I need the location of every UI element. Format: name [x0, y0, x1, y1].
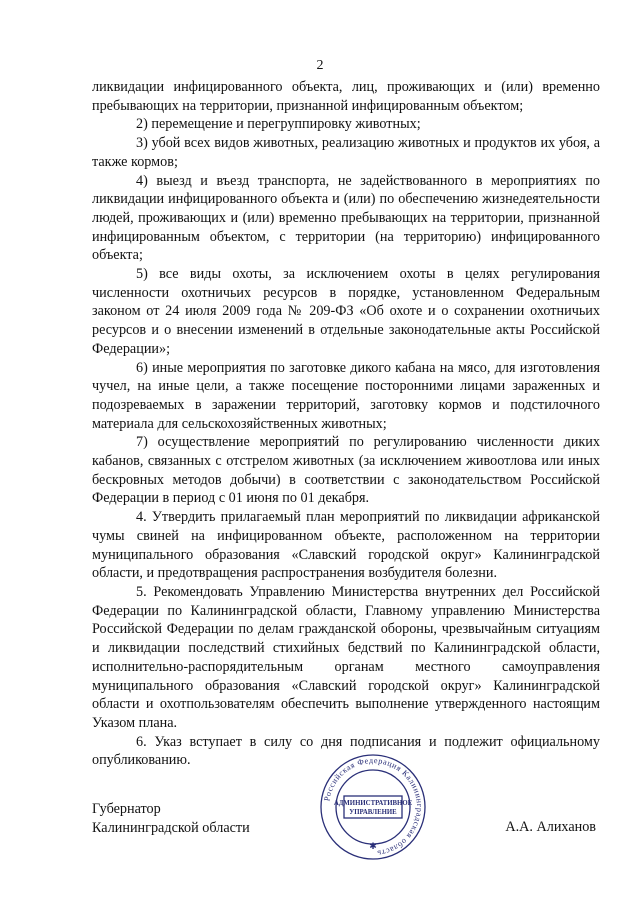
- document-paragraph: 2) перемещение и перегруппировку животных;: [136, 116, 421, 133]
- document-paragraph: 4) выезд и въезд транспорта, не задействованного в мероприятиях по ликвидации инфицированного объекта и (или) по обеспечению жизнедеятельности людей, проживающих и (или) временно пребывающих на территории, признанной инфицированным объектом, с территории (на территорию) инфицированного объекта;: [92, 172, 600, 264]
- signatory-name: А.А. Алиханов: [505, 819, 596, 835]
- document-paragraph: 7) осуществление мероприятий по регулированию численности диких кабанов, связанных с отстрелом животных (за исключением живоотлова или иных бескровных методов добычи) в соответствии с законодательством Российской Федерации в период с 01 июня по 01 декабря.: [92, 434, 600, 507]
- document-paragraph: 4. Утвердить прилагаемый план мероприятий по ликвидации африканской чумы свиней на инфицированном объекте, расположенном на территории муниципального образования «Славский городской округ» Калининградской области, и предотвращения распространения возбудителя болезни.: [92, 509, 600, 582]
- stamp-star-icon: ✱: [369, 842, 377, 852]
- signatory-title: Губернатор: [92, 801, 161, 817]
- page-number: 2: [316, 58, 324, 73]
- signatory-position: [92, 800, 250, 837]
- document-paragraph: 6) иные мероприятия по заготовке дикого кабана на мясо, для изготовления чучел, на иные цели, а также посещение посторонними лицами зараженных и подозреваемых в заражении территорий, заготовку кормов и подстилочного материала для сельскохозяйственных животных;: [92, 359, 600, 432]
- document-paragraph: 3) убой всех видов животных, реализацию животных и продуктов их убоя, а также кормов;: [92, 135, 600, 170]
- official-seal-stamp: [318, 752, 428, 862]
- document-body: [92, 78, 600, 770]
- signatory-region: Калининградской области: [92, 819, 250, 836]
- document-paragraph: 5) все виды охоты, за исключением охоты в целях регулирования численности охотничьих ресурсов в порядке, установленном Федеральным законом от 24 июля 2009 года № 209-ФЗ «Об охоте и о сохранении охотничьих ресурсов и о внесении изменений в отдельные законодательные акты Российской Федерации»;: [92, 266, 600, 357]
- document-paragraph: 5. Рекомендовать Управлению Министерства внутренних дел Российской Федерации по Калининградской области, Главному управлению Министерства Российской Федерации по делам гражданской обороны, чрезвычайным ситуациям и ликвидации последствий стихийных бедствий по Калининградской области, исполнительно-распорядительным органам местного самоуправления муниципального образования «Славский городской округ» Калининградской области и охотпользователям обеспечить выполнение утвержденного настоящим Указом плана.: [92, 583, 600, 731]
- stamp-ring-text: Российская Федерация Калининградская область: [322, 755, 425, 858]
- stamp-center-line2: УПРАВЛЕНИЕ: [349, 809, 397, 816]
- stamp-inner-ring: [336, 770, 410, 844]
- stamp-center-line1: АДМИНИСТРАТИВНОЕ: [333, 800, 413, 807]
- document-paragraph: ликвидации инфицированного объекта, лиц, проживающих и (или) временно пребывающих на территории, признанной инфицированным объектом;: [92, 79, 600, 114]
- document-paragraph: 6. Указ вступает в силу со дня подписания и подлежит официальному опубликованию.: [92, 733, 600, 769]
